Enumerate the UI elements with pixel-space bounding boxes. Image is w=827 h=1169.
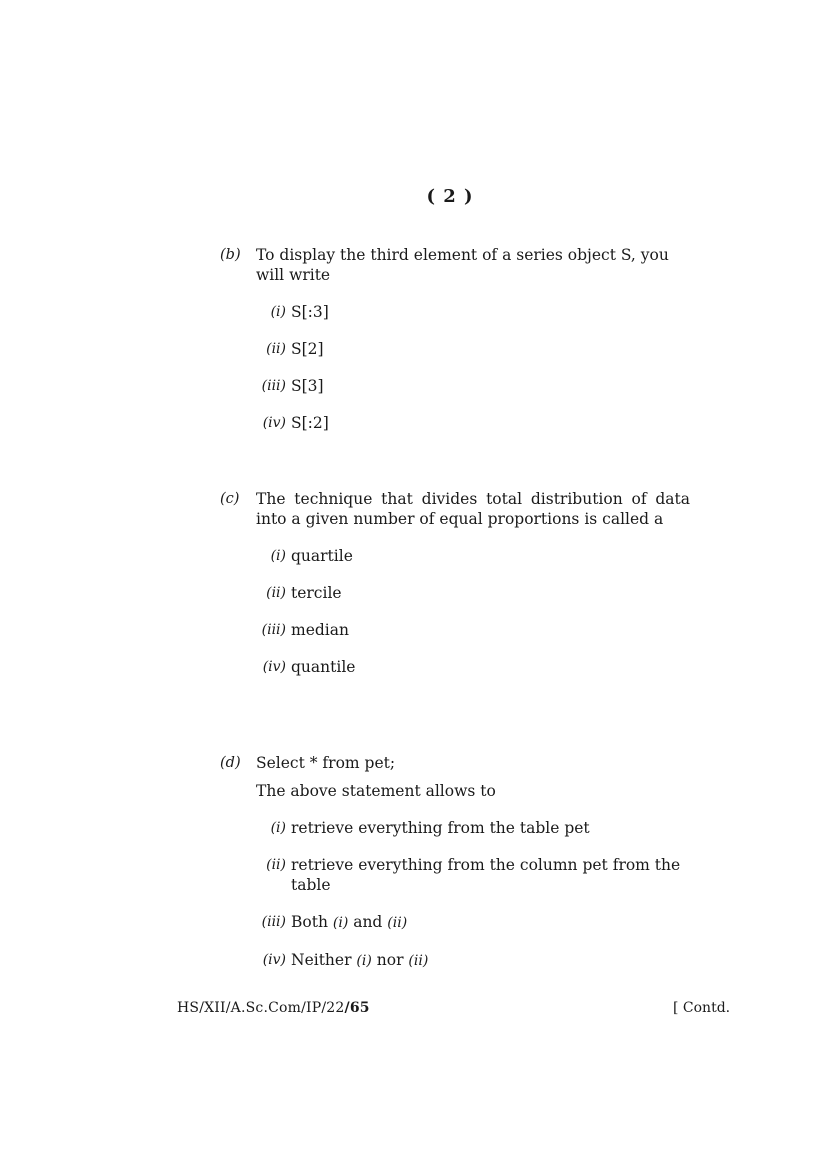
question-text: Select * from pet;	[256, 754, 396, 772]
option-text: quartile	[291, 547, 353, 565]
option-label: (i)	[270, 820, 286, 836]
option-label: (iv)	[262, 415, 286, 431]
question-label: (b)	[220, 247, 241, 263]
ref-label: (ii)	[408, 953, 429, 969]
option-item	[256, 912, 690, 933]
option-label: (ii)	[266, 585, 286, 601]
option-label: (iii)	[261, 622, 286, 638]
option-label: (iii)	[261, 378, 286, 394]
question-b	[220, 245, 690, 450]
options-list	[256, 302, 690, 433]
option-label: (i)	[270, 304, 286, 320]
option-item	[256, 413, 690, 433]
options-list	[256, 818, 690, 971]
option-text: retrieve everything from the table pet	[291, 819, 590, 837]
option-item	[256, 657, 690, 677]
option-text: S[2]	[291, 340, 324, 358]
option-label: (iv)	[262, 952, 286, 968]
question-label: (d)	[220, 755, 241, 771]
option-label: (i)	[270, 548, 286, 564]
option-text: median	[291, 621, 349, 639]
option-text: quantile	[291, 658, 356, 676]
option-item	[256, 339, 690, 359]
question-c	[220, 489, 690, 694]
option-label: (ii)	[266, 341, 286, 357]
option-text: S[:3]	[291, 303, 329, 321]
question-text: To display the third element of a series object S, you will write	[256, 246, 669, 284]
option-text: Both (i) and (ii)	[291, 913, 408, 931]
option-text: Neither (i) nor (ii)	[291, 951, 429, 969]
option-item	[256, 376, 690, 396]
page-number: ( 2 )	[426, 186, 474, 207]
option-item	[256, 620, 690, 640]
option-text: retrieve everything from the column pet from the table	[291, 856, 681, 894]
option-text: S[3]	[291, 377, 324, 395]
question-subtext: The above statement allows to	[256, 782, 496, 800]
ref-label: (ii)	[387, 915, 408, 931]
continued-note: [ Contd.	[673, 1000, 731, 1016]
option-item	[256, 950, 690, 971]
option-item	[256, 818, 690, 838]
paper-code: HS/XII/A.Sc.Com/IP/22/65	[177, 1000, 370, 1016]
ref-label: (i)	[332, 915, 349, 931]
question-text: The technique that divides total distribution of data into a given number of equal proportions is called a	[256, 490, 690, 528]
option-item	[256, 855, 690, 895]
question-d	[220, 753, 690, 988]
ref-label: (i)	[356, 953, 372, 969]
option-item	[256, 302, 690, 322]
options-list	[256, 546, 690, 677]
option-item	[256, 546, 690, 566]
option-label: (iv)	[262, 659, 286, 675]
option-text: tercile	[291, 584, 342, 602]
option-text: S[:2]	[291, 414, 329, 432]
option-label: (iii)	[261, 914, 286, 930]
question-label: (c)	[220, 491, 240, 507]
option-item	[256, 583, 690, 603]
option-label: (ii)	[266, 857, 286, 873]
